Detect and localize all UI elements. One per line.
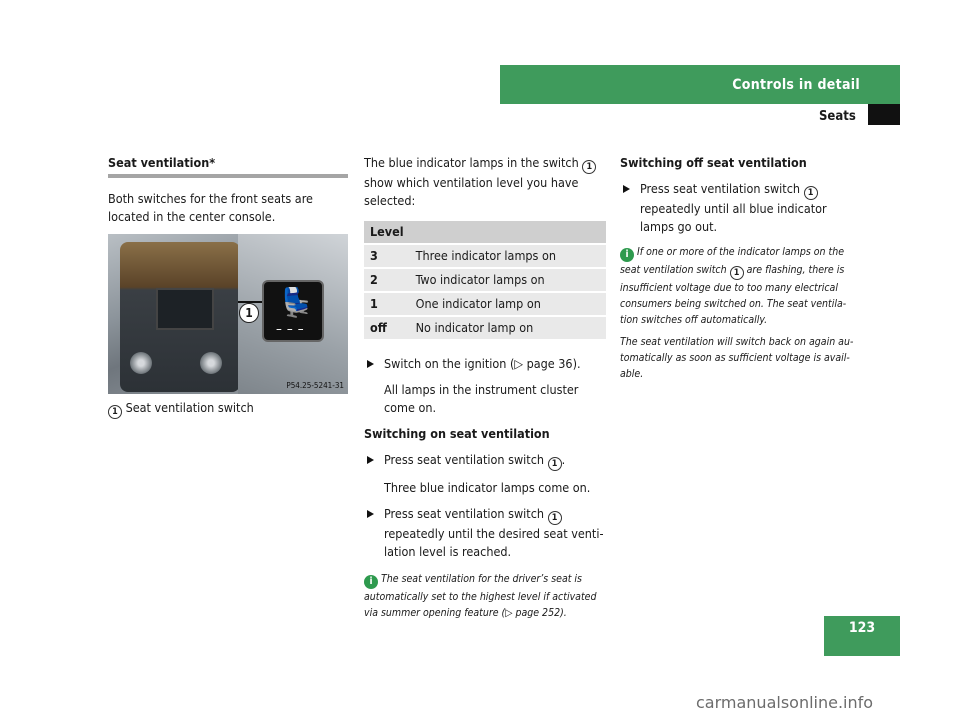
indicator-intro <box>364 154 606 210</box>
watermark: carmanualsonline.info <box>696 693 874 712</box>
caption-number: 1 <box>108 405 122 419</box>
level-table <box>364 219 606 341</box>
step-press-result: Three blue indicator lamps come on. <box>384 480 591 495</box>
section-title: Seats <box>819 109 856 124</box>
step-press-repeatedly <box>364 505 606 561</box>
step-press-number: 1 <box>548 457 562 471</box>
center-console-photo <box>108 234 348 394</box>
console-knob-right <box>200 352 222 374</box>
page-number-box <box>824 616 900 656</box>
column-left <box>108 154 348 427</box>
caption-text: Seat ventilation switch <box>125 400 254 415</box>
switch-inset <box>262 280 324 342</box>
voltage-note-a: If one or more of the indicator lamps on the seat ventilation switch <box>620 246 845 276</box>
step-ignition-result: All lamps in the instrument cluster come on. <box>384 382 579 415</box>
section-marker <box>868 104 900 125</box>
photo-caption <box>108 399 348 419</box>
description-cell: Three indicator lamps on <box>410 245 606 267</box>
indicator-intro-number: 1 <box>582 160 596 174</box>
chapter-title: Controls in detail <box>732 77 860 93</box>
step-press-b: . <box>561 452 566 467</box>
restart-note: The seat ventilation will switch back on again au-tomatically as soon as sufficient voltage is avail-able. <box>620 336 854 380</box>
header-band <box>500 65 900 104</box>
seat-ventilation-icon: 💺 <box>279 286 314 319</box>
voltage-note <box>620 244 862 328</box>
heading-rule <box>108 174 348 178</box>
description-header <box>410 221 606 243</box>
level-cell: off <box>364 317 410 339</box>
intro-text: Both switches for the front seats are located in the center console. <box>108 191 313 224</box>
table-row <box>364 245 606 267</box>
level-header: Level <box>364 221 410 243</box>
voltage-note-number: 1 <box>730 266 744 280</box>
callout-number: 1 <box>239 303 259 323</box>
info-icon: i <box>364 575 378 589</box>
step-press-switch <box>364 451 606 471</box>
indicator-intro-a: The blue indicator lamps in the switch <box>364 155 579 170</box>
indicator-intro-b: show which ventilation level you have selected: <box>364 175 579 208</box>
table-row <box>364 293 606 315</box>
page-number: 123 <box>848 620 876 636</box>
level-cell: 1 <box>364 293 410 315</box>
level-table-header <box>364 221 606 243</box>
driver-seat-note-text: The seat ventilation for the driver’s seat is automatically set to the highest level if activated via summer opening feature (▷ page 252). <box>364 573 597 619</box>
info-icon: i <box>620 248 634 262</box>
step-off-b: repeatedly until all blue indicator lamps go out. <box>640 201 827 234</box>
step-switch-off <box>620 180 862 236</box>
step-ignition: Switch on the ignition (▷ page 36). <box>364 355 606 373</box>
step-off-a: Press seat ventilation switch <box>640 181 801 196</box>
switching-on-heading: Switching on seat ventilation <box>364 426 550 441</box>
driver-seat-note <box>364 571 606 621</box>
level-cell: 2 <box>364 269 410 291</box>
photo-reference: P54.25-5241-31 <box>286 381 344 390</box>
table-row <box>364 269 606 291</box>
description-cell: No indicator lamp on <box>410 317 606 339</box>
voltage-note-b: are flashing, there is insufficient voltage due to too many electrical consumers being switched on. The seat ventila-tion switches off automatically. <box>620 264 847 326</box>
switching-off-heading: Switching off seat ventilation <box>620 155 807 170</box>
step-press-a: Press seat ventilation switch <box>384 452 545 467</box>
console-knob-left <box>130 352 152 374</box>
description-cell: Two indicator lamps on <box>410 269 606 291</box>
console-screen <box>156 288 214 330</box>
indicator-lamps-icon: ––– <box>276 322 309 337</box>
level-cell: 3 <box>364 245 410 267</box>
description-cell: One indicator lamp on <box>410 293 606 315</box>
seat-ventilation-heading: Seat ventilation* <box>108 155 216 170</box>
column-right <box>620 154 862 388</box>
column-middle <box>364 154 606 627</box>
step-repeat-number: 1 <box>548 511 562 525</box>
step-repeat-b: repeatedly until the desired seat venti-lation level is reached. <box>384 526 604 559</box>
step-off-number: 1 <box>804 186 818 200</box>
table-row <box>364 317 606 339</box>
step-repeat-a: Press seat ventilation switch <box>384 506 545 521</box>
